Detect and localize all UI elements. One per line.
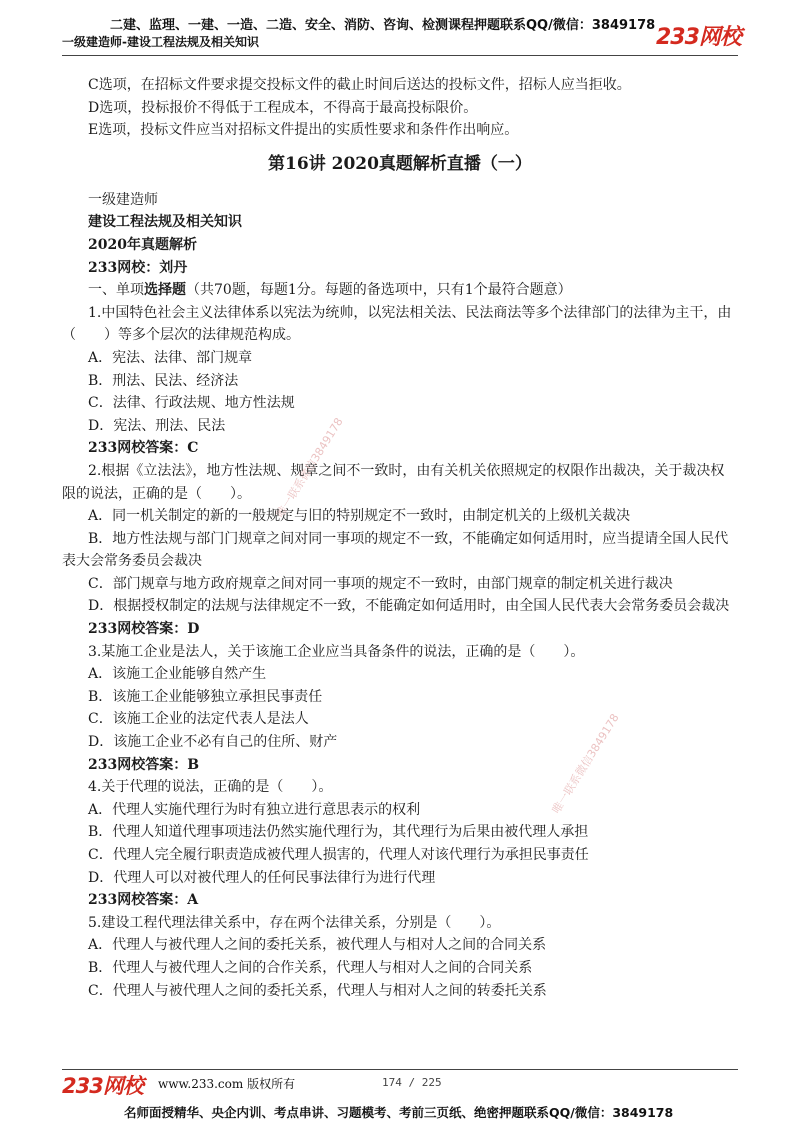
question-answer: 233网校答案：A [88,892,199,909]
question-option: C．代理人完全履行职责造成被代理人损害的，代理人对该代理行为承担民事责任 [88,847,589,863]
meta-subject: 建设工程法规及相关知识 [88,214,242,231]
question-option: A．代理人与被代理人之间的委托关系，被代理人与相对人之间的合同关系 [88,937,547,954]
page-header [0,0,800,58]
section-heading-bold: 选择题 [144,282,186,299]
intro-line: C选项，在招标文件要求提交投标文件的截止时间后送达的投标文件，招标人应当拒收。 [88,77,631,93]
question-option: D．宪法、刑法、民法 [88,417,226,434]
question-option: D．根据授权制定的法规与法律规定不一致，不能确定如何适用时，由全国人民代表大会常务委员会裁决 [88,598,730,615]
question-stem: 3.某施工企业是法人，关于该施工企业应当具备条件的说法，正确的是（ ）。 [88,643,585,660]
question-option: A．同一机关制定的新的一般规定与旧的特别规定不一致时，由制定机关的上级机关裁决 [88,508,631,525]
watermark: 唯一联系微信3849178 [549,711,622,816]
question-stem: 2.根据《立法法》，地方性法规、规章之间不一致时，由有关机关依照规定的权限作出裁决，关于裁决权限的说法，正确的是（ ）。 [62,462,725,502]
meta-teacher [62,257,738,280]
question-option: A．代理人实施代理行为时有独立进行意思表示的权利 [88,801,421,818]
footer-logo: 233网校 [62,1074,143,1098]
question-option: C．该施工企业的法定代表人是法人 [88,711,309,728]
intro-line: D选项，投标报价不得低于工程成本，不得高于最高投标限价。 [88,99,478,116]
header-subject-line: 一级建造师-建设工程法规及相关知识 [62,35,259,49]
header-contact-line: 二建、监理、一建、一造、二造、安全、消防、咨询、检测课程押题联系QQ/微信：3849178 [110,18,656,33]
brand-logo: 233网校 [656,25,741,50]
watermark: 唯一联系微信3849178 [273,415,346,520]
meta-level: 一级建造师 [88,191,158,208]
section-heading-prefix: 一、单项 [88,282,144,299]
header-divider [62,55,738,56]
question-stem: 4.关于代理的说法，正确的是（ ）。 [88,779,333,796]
question-option: B．该施工企业能够独立承担民事责任 [88,688,323,705]
question-option: C．代理人与被代理人之间的委托关系，代理人与相对人之间的转委托关系 [88,982,547,999]
question-option: A．该施工企业能够自然产生 [88,666,267,683]
question-option: B．刑法、民法、经济法 [88,372,239,389]
document-body [62,74,738,1002]
section-heading-rest: （共70题，每题1分。每题的备选项中，只有1个最符合题意） [186,282,572,299]
question-option: C．部门规章与地方政府规章之间对同一事项的规定不一致时，由部门规章的制定机关进行裁决 [88,575,673,592]
intro-line: E选项，投标文件应当对招标文件提出的实质性要求和条件作出响应。 [88,122,519,139]
footer-divider [62,1069,738,1070]
question-answer: 233网校答案：D [88,621,200,638]
question-answer: 233网校答案：C [88,440,199,457]
meta-exam: 2020年真题解析 [88,236,197,253]
meta-teacher-text: 233网校：刘丹 [88,259,188,276]
question-option: D．该施工企业不必有自己的住所、财产 [88,734,338,751]
lecture-title: 第16讲 2020真题解析直播（一） [268,153,532,174]
question-option: B．代理人知道代理事项违法仍然实施代理行为，其代理行为后果由被代理人承担 [88,824,589,841]
question-answer: 233网校答案：B [88,756,200,773]
footer-copyright: www.233.com 版权所有 [158,1077,296,1091]
question-stem: 1.中国特色社会主义法律体系以宪法为统帅，以宪法相关法、民法商法等多个法律部门的法律为主干，由（ ）等多个层次的法律规范构成。 [62,304,732,344]
section-heading [62,279,738,302]
question-stem: 5.建设工程代理法律关系中，存在两个法律关系，分别是（ ）。 [88,914,501,931]
question-option: A．宪法、法律、部门规章 [88,349,253,366]
page-number: 174 / 225 [382,1076,442,1089]
question-option: B．地方性法规与部门门规章之间对同一事项的规定不一致，不能确定如何适用时，应当提请全国人民代表大会常务委员会裁决 [62,530,729,570]
question-option: C．法律、行政法规、地方性法规 [88,395,295,412]
question-option: D．代理人可以对被代理人的任何民事法律行为进行代理 [88,869,436,886]
question-option: B．代理人与被代理人之间的合作关系，代理人与相对人之间的合同关系 [88,959,533,976]
footer-contact-line: 名师面授精华、央企内训、考点串讲、习题模考、考前三页纸、绝密押题联系QQ/微信：3849178 [124,1105,674,1120]
